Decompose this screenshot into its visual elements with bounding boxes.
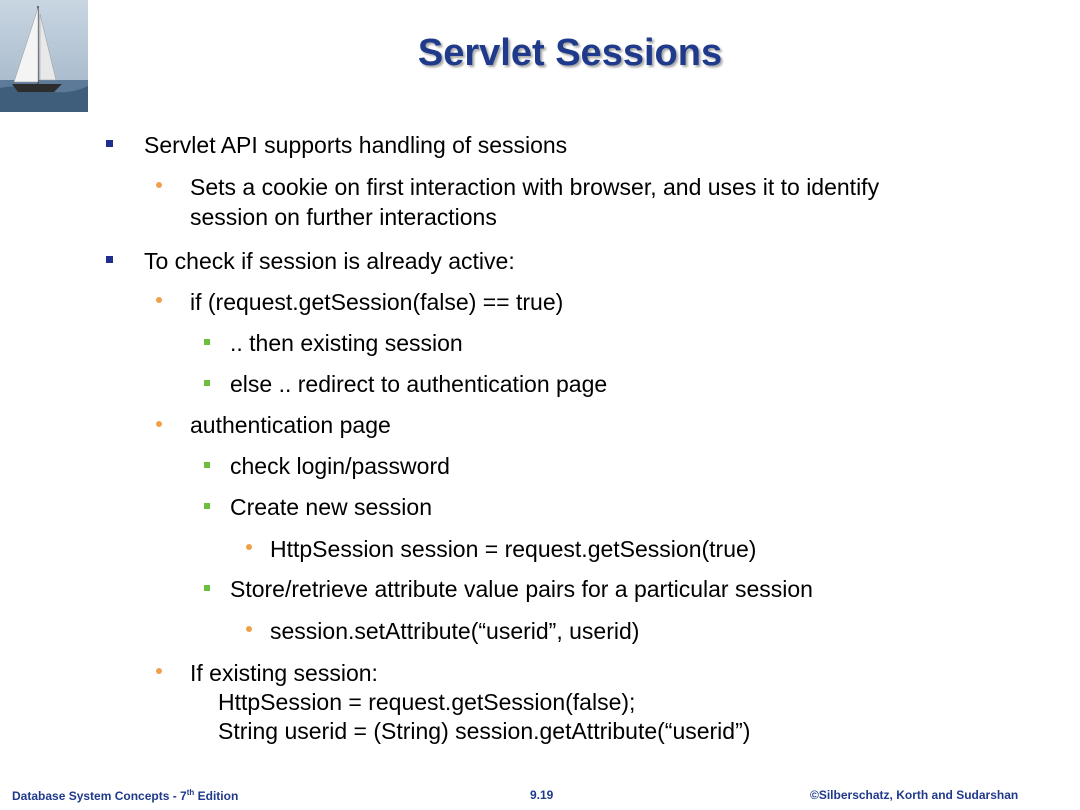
footer-page-number: 9.19 bbox=[530, 788, 554, 802]
bullet-text: String userid = (String) session.getAttribute(“userid”) bbox=[218, 718, 751, 744]
bullet-square bbox=[106, 140, 113, 147]
bullet-text: If existing session: bbox=[190, 660, 378, 686]
bullet-text: check login/password bbox=[230, 453, 450, 479]
bullet-text: Create new session bbox=[230, 494, 432, 520]
bullet-text: session on further interactions bbox=[190, 204, 497, 230]
footer-left-prefix: Database System Concepts - 7 bbox=[12, 789, 187, 803]
bullet-text: Sets a cookie on first interaction with browser, and uses it to identify bbox=[190, 174, 880, 200]
bullet-square-small bbox=[204, 339, 210, 345]
bullet-text: HttpSession session = request.getSession(true) bbox=[270, 536, 757, 562]
bullet-dot bbox=[156, 297, 162, 303]
footer-left-suffix: Edition bbox=[194, 789, 239, 803]
bullet-square bbox=[106, 256, 113, 263]
bullet-text: .. then existing session bbox=[230, 330, 463, 356]
bullet-text: if (request.getSession(false) == true) bbox=[190, 289, 564, 315]
bullet-text: HttpSession = request.getSession(false); bbox=[218, 689, 636, 715]
bullet-dot bbox=[156, 668, 162, 674]
bullet-text: authentication page bbox=[190, 412, 391, 438]
footer-right: ©Silberschatz, Korth and Sudarshan bbox=[810, 788, 1019, 802]
bullet-dot bbox=[246, 626, 252, 632]
footer-left bbox=[12, 788, 238, 803]
bullet-dot bbox=[156, 421, 162, 427]
bullet-text: session.setAttribute(“userid”, userid) bbox=[270, 618, 640, 644]
bullet-square-small bbox=[204, 380, 210, 386]
bullet-text: Store/retrieve attribute value pairs for a particular session bbox=[230, 576, 813, 602]
slide-title: Servlet Sessions bbox=[417, 32, 723, 74]
bullet-text: Servlet API supports handling of sessions bbox=[144, 132, 568, 158]
footer-left-sup: th bbox=[186, 788, 195, 797]
bullet-dot bbox=[156, 182, 162, 188]
bullet-text: else .. redirect to authentication page bbox=[230, 371, 608, 397]
bullet-square-small bbox=[204, 503, 210, 509]
bullet-square-small bbox=[204, 462, 210, 468]
bullet-dot bbox=[246, 544, 252, 550]
bullet-square-small bbox=[204, 585, 210, 591]
bullet-text: To check if session is already active: bbox=[144, 248, 515, 274]
